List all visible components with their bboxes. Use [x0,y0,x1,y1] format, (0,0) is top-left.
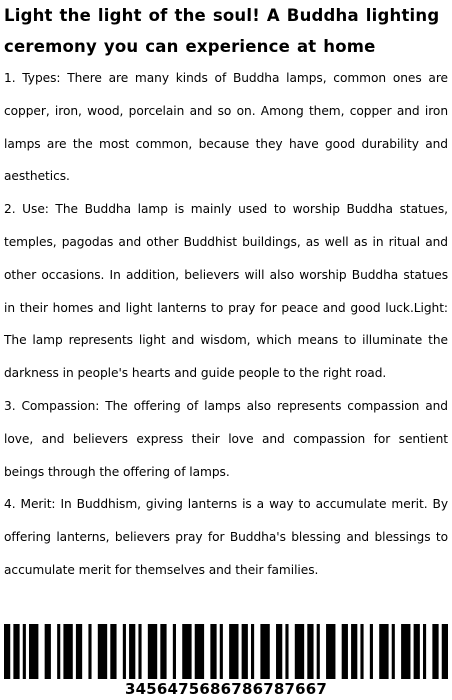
barcode-bar [423,624,426,679]
barcode-bar [23,624,26,679]
barcode-bar [260,624,269,679]
barcode-bar [173,624,176,679]
barcode-bar [351,624,357,679]
paragraph-use: 2. Use: The Buddha lamp is mainly used to worship Buddha statues, temples, pagodas and other Buddhist buildings, as well as in ritual and other occasions. In addition, believers will also worship Buddha statues in their homes and light lanterns to pray for peace and good luck.Light: The lamp represents light and wisdom, which means to illuminate the darkness in people's hearts and guide people to the right road. [4,202,448,381]
barcode [4,624,448,679]
barcode-bar [242,624,248,679]
paragraph-compassion: 3. Compassion: The offering of lamps also represents compassion and love, and believers express their love and compassion for sentient beings through the offering of lamps. [4,398,448,479]
paragraph-types: 1. Types: There are many kinds of Buddha lamps, common ones are copper, iron, wood, porcelain and so on. Among them, copper and iron lamps are the most common, because they have good durability and aesthetics. [4,71,448,184]
paragraph-merit: 4. Merit: In Buddhism, giving lanterns is a way to accumulate merit. By offering lanterns, believers pray for Buddha's blessing and blessings to accumulate merit for themselves and their families. [4,497,448,577]
barcode-bar [276,624,282,679]
barcode-bar [229,624,238,679]
barcode-bar [401,624,410,679]
barcode-bar [110,624,116,679]
barcode-bar [195,624,204,679]
barcode-bar [4,624,10,679]
barcode-bar [251,624,254,679]
barcode-bar [392,624,395,679]
barcode-bar [379,624,388,679]
document [4,0,448,587]
barcode-bar [360,624,363,679]
barcode-bar [210,624,216,679]
barcode-bar [63,624,72,679]
barcode-bar [326,624,335,679]
barcode-bar [285,624,288,679]
barcode-bar [29,624,38,679]
barcode-bar [182,624,191,679]
barcode-bar [414,624,420,679]
barcode-bar [148,624,157,679]
barcode-bar [129,624,135,679]
barcode-bar [370,624,373,679]
barcode-bar [123,624,126,679]
barcode-bar [45,624,51,679]
barcode-bar [317,624,320,679]
barcode-bar [76,624,82,679]
barcode-bar [220,624,223,679]
document-title: Light the light of the soul! A Buddha lighting ceremony you can experience at home [4,6,440,56]
barcode-bar [432,624,438,679]
barcode-bar [342,624,348,679]
barcode-bar [57,624,60,679]
barcode-bar [98,624,107,679]
barcode-bar [307,624,313,679]
barcode-bar [295,624,304,679]
barcode-bar [160,624,166,679]
barcode-number: 3456475686786787667 [124,680,328,698]
barcode-bar [138,624,141,679]
barcode-bar [13,624,19,679]
barcode-bar [88,624,91,679]
barcode-bars [4,624,448,679]
barcode-bar [442,624,448,679]
